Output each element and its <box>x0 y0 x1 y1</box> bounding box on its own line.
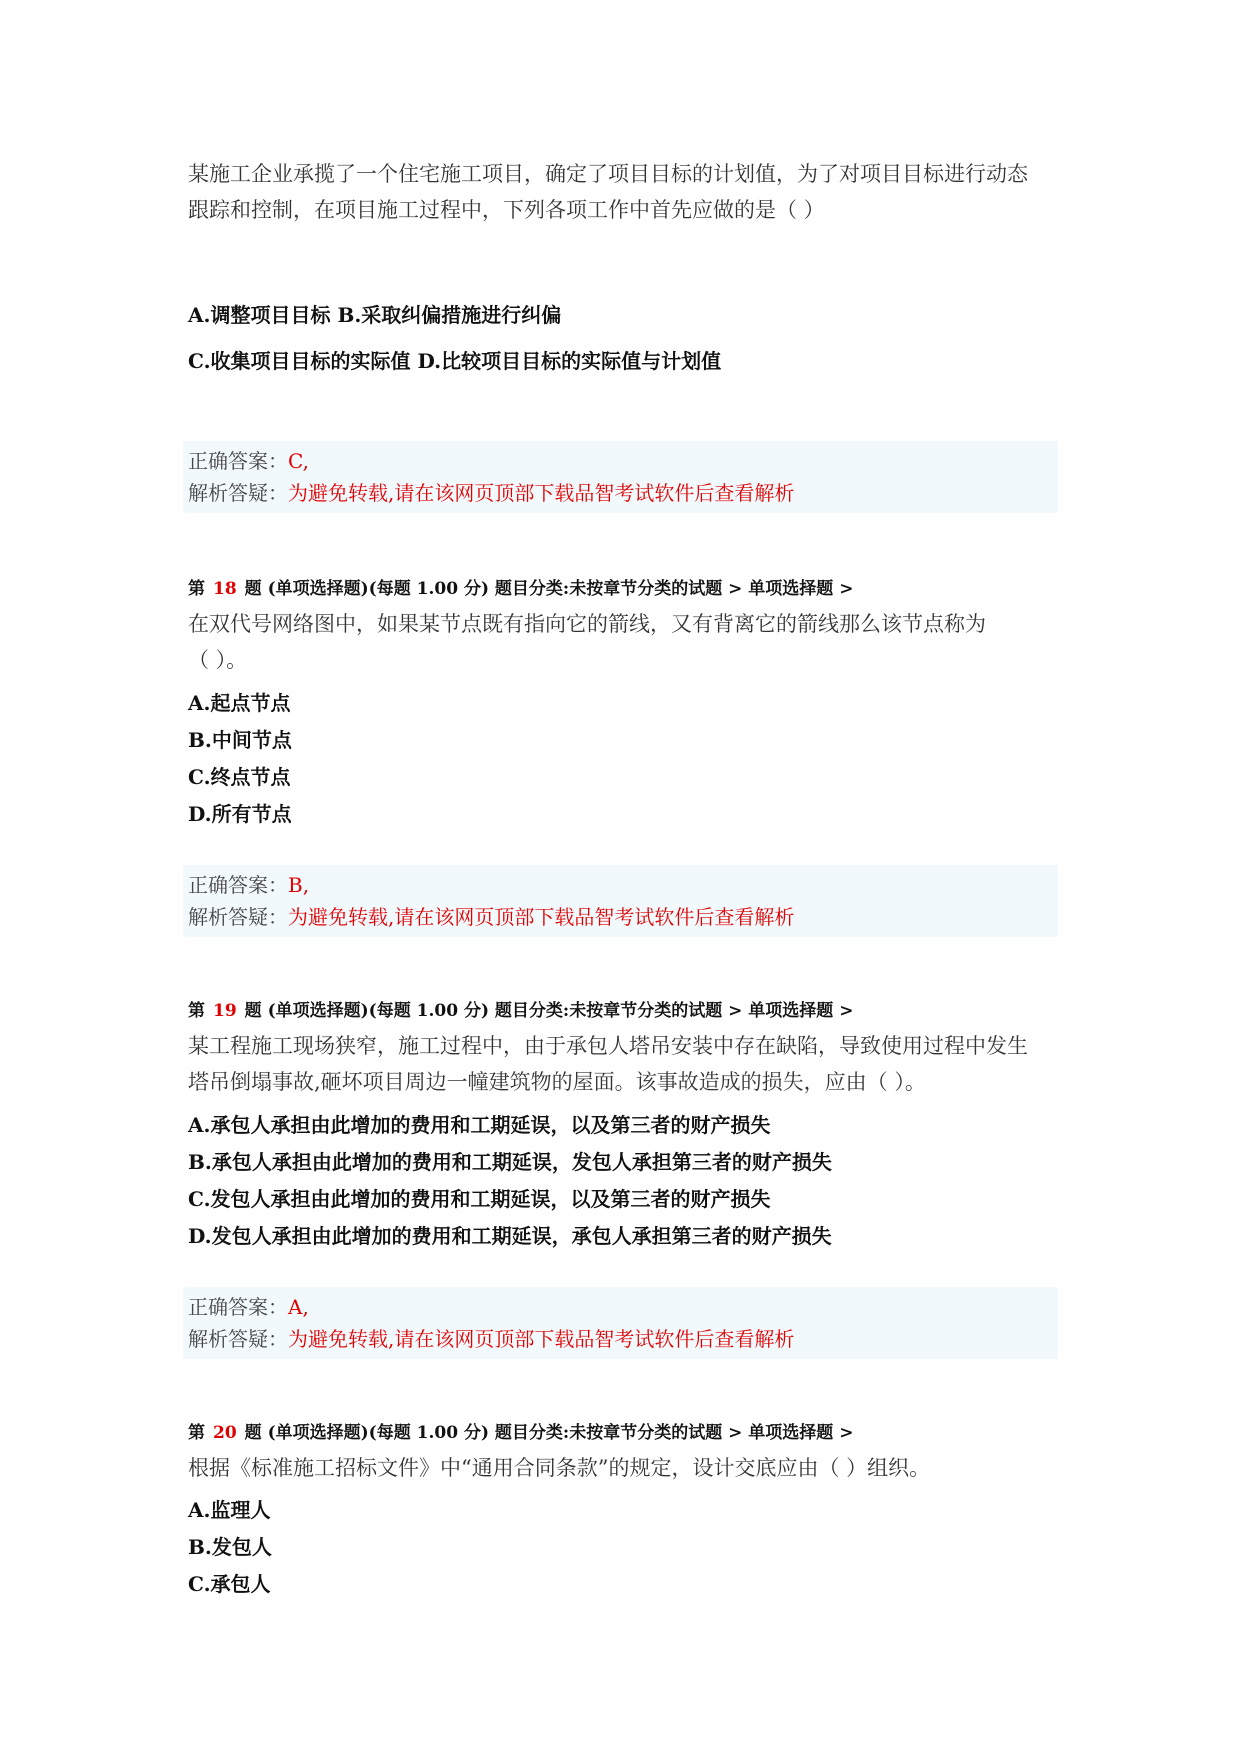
q19-header <box>188 998 1058 1024</box>
answer-label: 正确答案： <box>188 1295 288 1319</box>
answer-label: 正确答案： <box>188 449 288 473</box>
q20-header <box>188 1420 1058 1446</box>
q18-options <box>188 685 1058 833</box>
q17-analysis-row <box>188 477 1053 509</box>
option-d: D.所有节点 <box>188 802 292 826</box>
q17-answer-row <box>188 445 1053 477</box>
option-b: B.发包人 <box>188 1535 272 1559</box>
q17-stem-line2: 跟踪和控制，在项目施工过程中，下列各项工作中首先应做的是（ ） <box>188 198 825 222</box>
q17-stem <box>188 156 1058 228</box>
question-prefix: 第 <box>188 1423 205 1443</box>
option-a: A.监理人 <box>188 1498 271 1522</box>
option-b: B.中间节点 <box>188 728 292 752</box>
analysis-label: 解析答疑： <box>188 1327 288 1351</box>
option-b: B.承包人承担由此增加的费用和工期延误，发包人承担第三者的财产损失 <box>188 1150 832 1174</box>
option-a: A.起点节点 <box>188 691 291 715</box>
q17-answer-box <box>183 441 1058 513</box>
answer-value: C, <box>288 449 309 473</box>
q18-answer-box <box>183 865 1058 937</box>
q17-options <box>188 300 1058 330</box>
question-meta: 题 (单项选择题)(每题 1.00 分) 题目分类:未按章节分类的试题 > 单项选择题 > <box>244 579 854 599</box>
q20-stem <box>188 1450 1058 1486</box>
question-meta: 题 (单项选择题)(每题 1.00 分) 题目分类:未按章节分类的试题 > 单项选择题 > <box>244 1001 854 1021</box>
q18-answer-row <box>188 869 1053 901</box>
q20-stem-line1: 根据《标准施工招标文件》中“通用合同条款”的规定，设计交底应由（ ）组织。 <box>188 1456 931 1480</box>
q18-stem-line1: 在双代号网络图中，如果某节点既有指向它的箭线，又有背离它的箭线那么该节点称为 <box>188 612 986 636</box>
analysis-value: 为避免转载,请在该网页顶部下载品智考试软件后查看解析 <box>288 905 795 929</box>
answer-label: 正确答案： <box>188 873 288 897</box>
option-c: C.发包人承担由此增加的费用和工期延误，以及第三者的财产损失 <box>188 1187 771 1211</box>
q19-answer-box <box>183 1287 1058 1359</box>
analysis-label: 解析答疑： <box>188 481 288 505</box>
q19-options <box>188 1107 1058 1255</box>
q18-analysis-row <box>188 901 1053 933</box>
q20-options <box>188 1492 1058 1603</box>
option-a: A.承包人承担由此增加的费用和工期延误，以及第三者的财产损失 <box>188 1113 771 1137</box>
question-number: 20 <box>213 1423 237 1443</box>
q17-options-row2 <box>188 346 1058 376</box>
analysis-label: 解析答疑： <box>188 905 288 929</box>
answer-value: B, <box>288 873 310 897</box>
q18-header <box>188 576 1058 602</box>
question-number: 18 <box>213 579 237 599</box>
question-number: 19 <box>213 1001 237 1021</box>
question-prefix: 第 <box>188 1001 205 1021</box>
answer-value: A, <box>288 1295 309 1319</box>
q19-stem-line2: 塔吊倒塌事故,砸坏项目周边一幢建筑物的屋面。该事故造成的损失，应由（ ）。 <box>188 1070 926 1094</box>
q17-options-line2: C.收集项目目标的实际值 D.比较项目目标的实际值与计划值 <box>188 349 722 373</box>
option-c: C.承包人 <box>188 1572 271 1596</box>
q17-options-line1: A.调整项目目标 B.采取纠偏措施进行纠偏 <box>188 303 562 327</box>
q19-answer-row <box>188 1291 1053 1323</box>
q19-stem <box>188 1028 1058 1100</box>
q19-stem-line1: 某工程施工现场狭窄，施工过程中，由于承包人塔吊安装中存在缺陷，导致使用过程中发生 <box>188 1034 1028 1058</box>
q18-stem-line2: （ ）。 <box>188 648 248 672</box>
q18-stem <box>188 606 1058 678</box>
q17-stem-line1: 某施工企业承揽了一个住宅施工项目，确定了项目目标的计划值，为了对项目目标进行动态 <box>188 162 1028 186</box>
analysis-value: 为避免转载,请在该网页顶部下载品智考试软件后查看解析 <box>288 1327 795 1351</box>
analysis-value: 为避免转载,请在该网页顶部下载品智考试软件后查看解析 <box>288 481 795 505</box>
q19-analysis-row <box>188 1323 1053 1355</box>
option-c: C.终点节点 <box>188 765 291 789</box>
question-prefix: 第 <box>188 579 205 599</box>
option-d: D.发包人承担由此增加的费用和工期延误，承包人承担第三者的财产损失 <box>188 1224 832 1248</box>
question-meta: 题 (单项选择题)(每题 1.00 分) 题目分类:未按章节分类的试题 > 单项选择题 > <box>244 1423 854 1443</box>
